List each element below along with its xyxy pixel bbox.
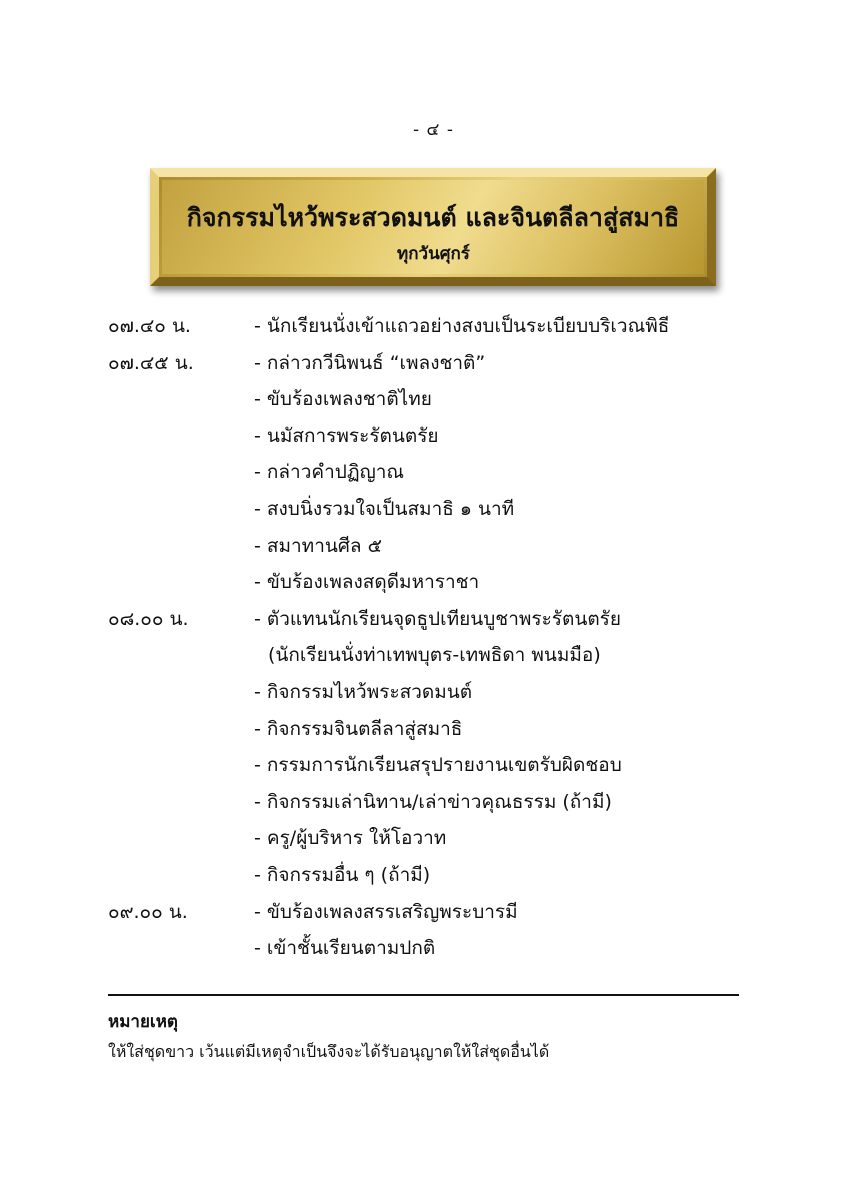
schedule-row (0, 674, 867, 711)
schedule-item: - กิจกรรมจินตลีลาสู่สมาธิ (254, 717, 463, 740)
schedule-row (0, 308, 867, 345)
schedule-item: - ขับร้องเพลงสดุดีมหาราชา (254, 571, 480, 594)
schedule-item: - กิจกรรมเล่านิทาน/เล่าข่าวคุณธรรม (ถ้ามี) (254, 790, 612, 813)
divider-line (108, 994, 739, 996)
page-number: - ๔ - (413, 120, 454, 140)
schedule-row (0, 528, 867, 565)
schedule-item: - ครู/ผู้บริหาร ให้โอวาท (254, 827, 447, 850)
schedule-item: - นมัสการพระรัตนตรัย (254, 424, 439, 447)
schedule-row (0, 381, 867, 418)
page-subtitle: ทุกวันศุกร์ (397, 244, 470, 264)
schedule-item: - นักเรียนนั่งเข้าแถวอย่างสงบเป็นระเบียบบริเวณพิธี (254, 315, 670, 337)
schedule-item: - กิจกรรมอื่น ๆ (ถ้ามี) (254, 863, 431, 886)
schedule-item-continuation: (นักเรียนนั่งท่าเทพบุตร-เทพธิดา พนมมือ) (268, 644, 601, 667)
schedule-item: - กล่าวคำปฏิญาณ (254, 461, 405, 484)
schedule-item: - กรรมการนักเรียนสรุปรายงานเขตรับผิดชอบ (254, 754, 622, 777)
schedule-row (0, 601, 867, 638)
schedule-time: ๐๗.๔๕ น. (108, 351, 194, 374)
schedule-item: - สงบนิ่งรวมใจเป็นสมาธิ ๑ นาที (254, 497, 515, 520)
schedule-row (0, 820, 867, 857)
schedule-row (0, 637, 867, 674)
schedule-list (0, 308, 867, 967)
schedule-row (0, 930, 867, 967)
schedule-row (0, 894, 867, 931)
schedule-item: - สมาทานศีล ๕ (254, 534, 382, 557)
schedule-item: - กล่าวกวีนิพนธ์ “เพลงชาติ” (254, 351, 486, 374)
schedule-item: - เข้าชั้นเรียนตามปกติ (254, 937, 436, 960)
schedule-time: ๐๗.๔๐ น. (108, 315, 191, 337)
title-plate (150, 168, 716, 286)
schedule-time: ๐๙.๐๐ น. (108, 900, 188, 923)
schedule-row (0, 711, 867, 748)
schedule-row (0, 747, 867, 784)
schedule-item: - ขับร้องเพลงสรรเสริญพระบารมี (254, 900, 518, 923)
schedule-item: - ตัวแทนนักเรียนจุดธูปเทียนบูชาพระรัตนตรัย (254, 607, 622, 630)
schedule-row (0, 345, 867, 382)
schedule-row (0, 454, 867, 491)
schedule-time: ๐๘.๐๐ น. (108, 607, 189, 630)
note-text: ให้ใส่ชุดขาว เว้นแต่มีเหตุจำเป็นจึงจะได้รับอนุญาตให้ใส่ชุดอื่นได้ (108, 1042, 550, 1061)
schedule-item: - กิจกรรมไหว้พระสวดมนต์ (254, 680, 473, 703)
schedule-row (0, 857, 867, 894)
page-title: กิจกรรมไหว้พระสวดมนต์ และจินตลีลาสู่สมาธิ (186, 203, 680, 232)
schedule-row (0, 564, 867, 601)
note-heading: หมายเหตุ (108, 1012, 178, 1032)
schedule-item: - ขับร้องเพลงชาติไทย (254, 388, 432, 411)
schedule-row (0, 491, 867, 528)
schedule-row (0, 418, 867, 455)
schedule-row (0, 784, 867, 821)
